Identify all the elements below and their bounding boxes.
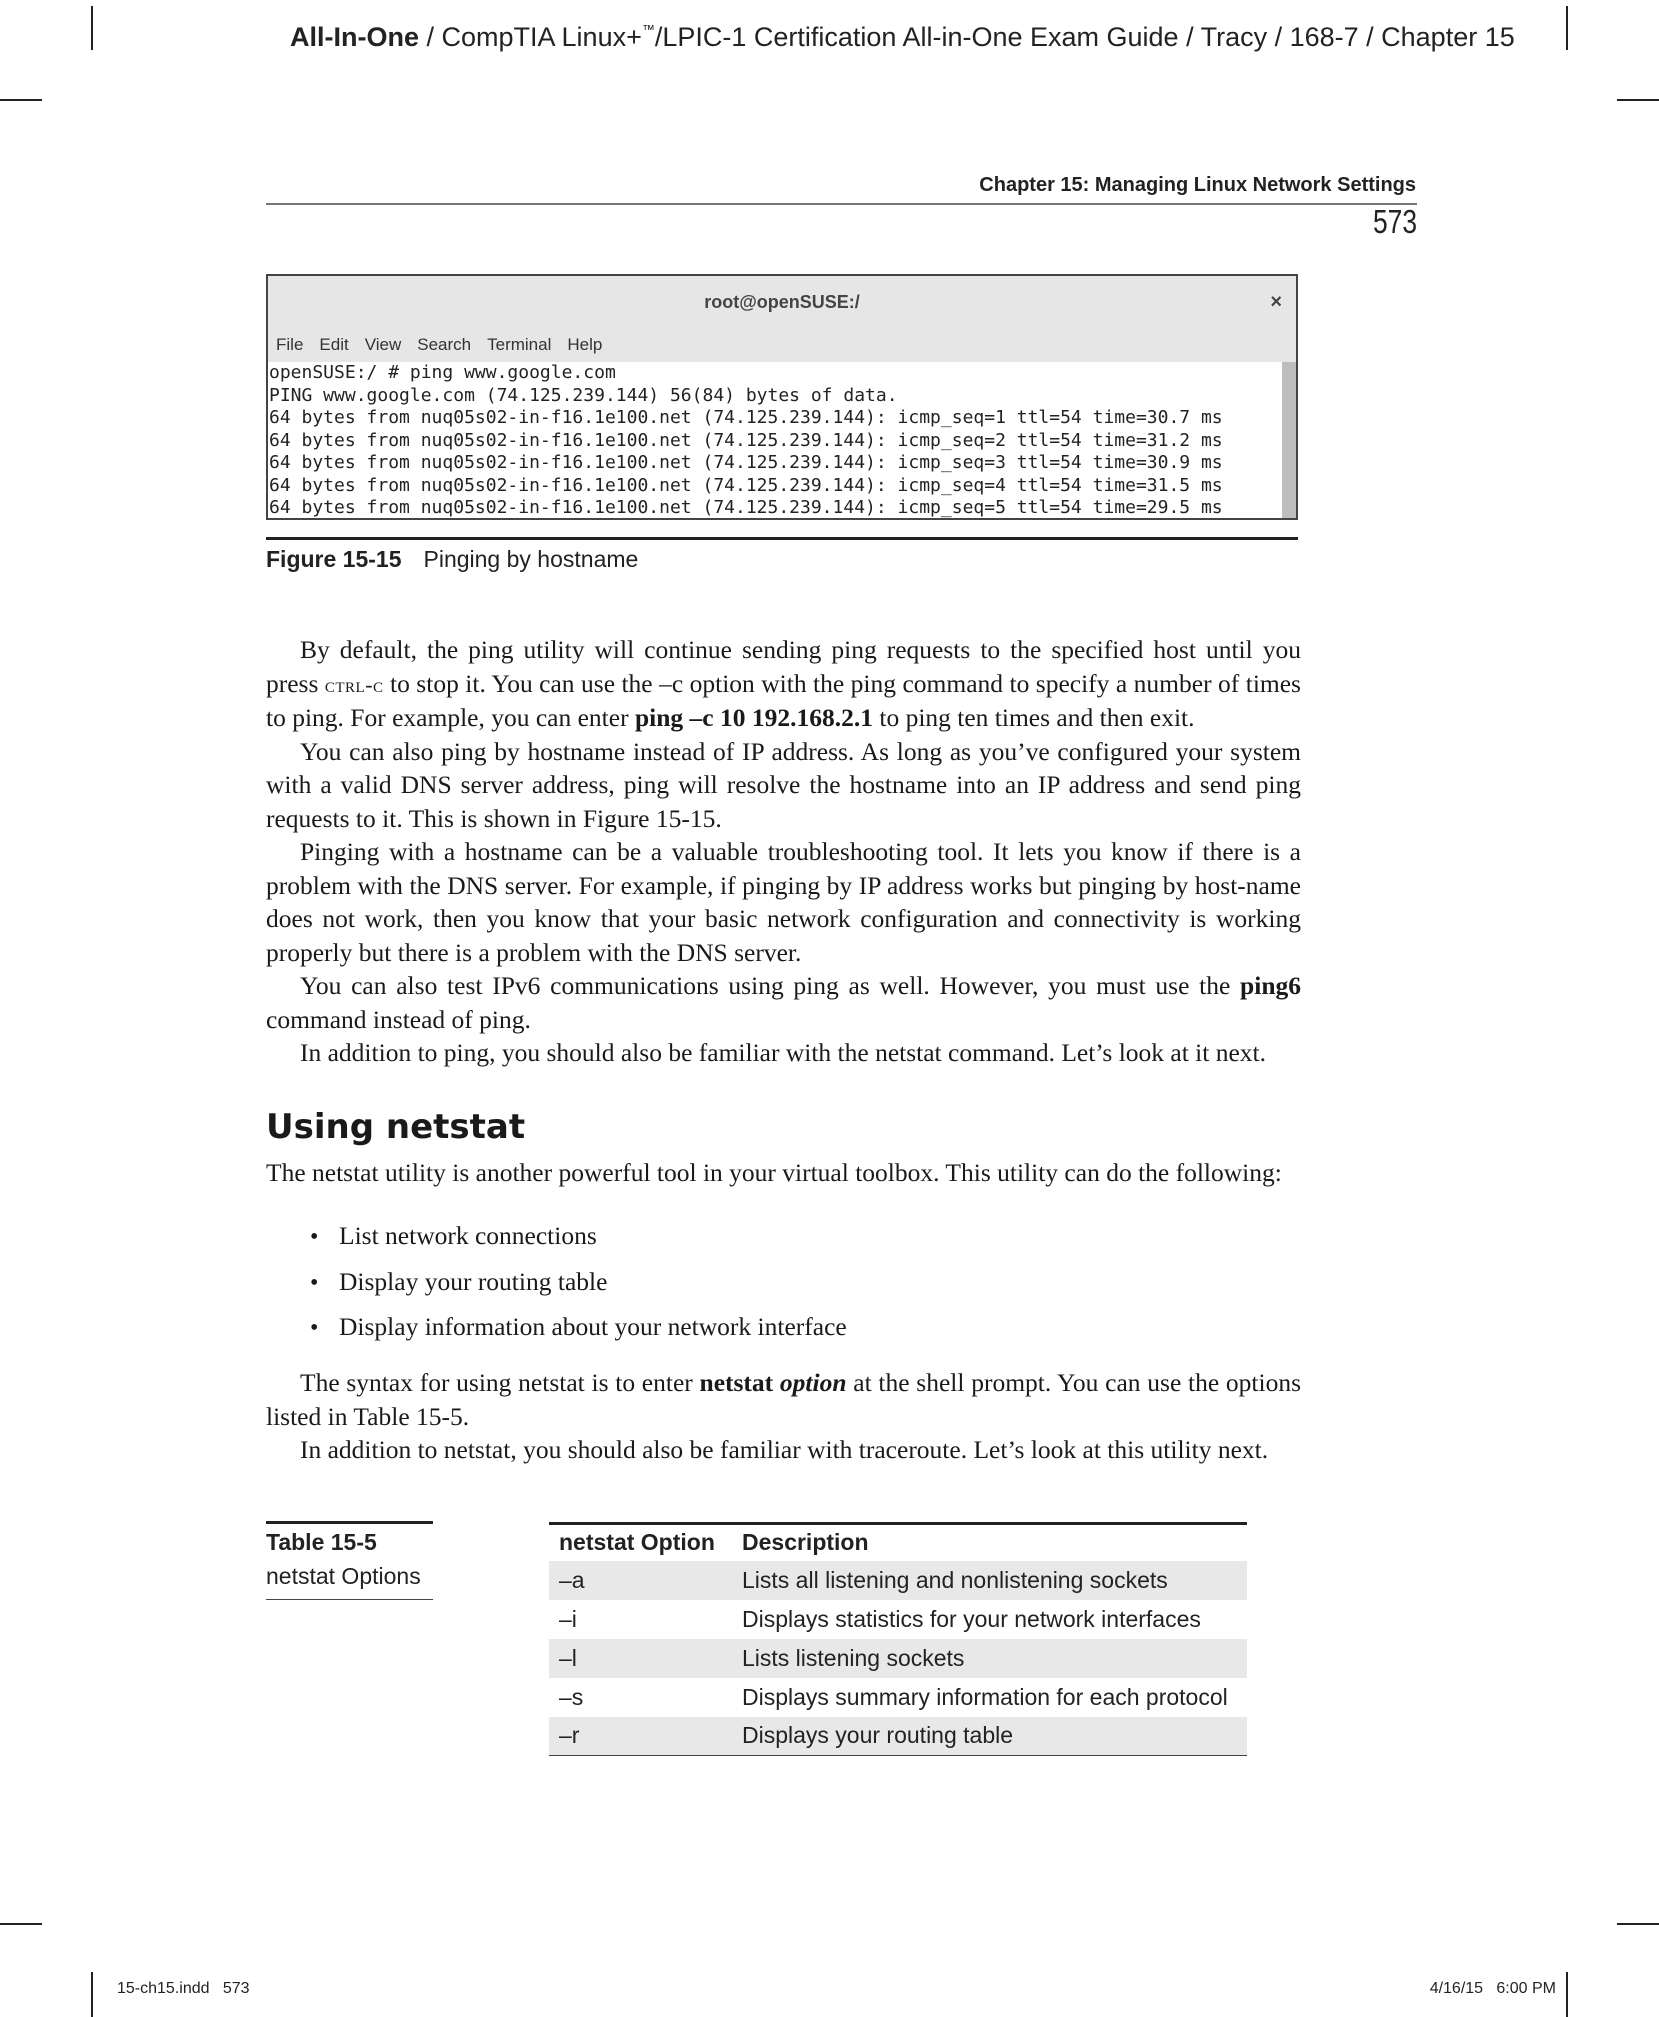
table-cell: –s: [559, 1683, 584, 1710]
crop-mark: [91, 6, 93, 50]
table-cell: Displays your routing table: [732, 1717, 1247, 1756]
text-run: The syntax for using netstat is to enter: [300, 1368, 700, 1397]
crop-mark: [1566, 6, 1568, 50]
paragraph: In addition to netstat, you should also be familiar with traceroute. Let’s look at this utility next.: [300, 1435, 1269, 1464]
terminal-output: [268, 362, 1278, 520]
text-run: to stop it. You can use the –c option with the ping command to specify a number of times to ping. For example, you can enter: [266, 668, 1301, 732]
paragraph: You can also ping by hostname instead of IP address. As long as you’ve configured your system with a valid DNS server address, ping will resolve the hostname into an IP address and send ping requests to it. This is shown in Figure 15-15.: [266, 736, 1301, 833]
menu-file: File: [276, 335, 304, 354]
running-head: Chapter 15: Managing Linux Network Settings: [979, 174, 1416, 196]
terminal-menubar: [268, 328, 1296, 362]
table-number: Table 15-5: [266, 1529, 377, 1555]
table-cell: –l: [549, 1639, 732, 1678]
table-row: [549, 1561, 1247, 1600]
crop-mark: [0, 1923, 42, 1925]
text-run: at the shell prompt. You can use the options listed in Table 15-5.: [266, 1368, 1301, 1431]
menu-help: Help: [567, 335, 603, 354]
column-header: Description: [732, 1524, 1247, 1561]
paragraph: Pinging with a hostname can be a valuable troubleshooting tool. It lets you know if there is a problem with the DNS server. For example, if pinging by IP address works but pinging by host-name does not work, then you know that your basic network configuration and connectivity is working properly but there is a problem with the DNS server.: [266, 837, 1301, 967]
body-text: [266, 1366, 1301, 1467]
table-cell: –i: [559, 1605, 577, 1632]
section-intro: The netstat utility is another powerful tool in your virtual toolbox. This utility can do the following:: [266, 1158, 1282, 1187]
terminal-line: 64 bytes from nuq05s02-in-f16.1e100.net (74.125.239.144): icmp_seq=4 ttl=54 time=31.5 ms: [269, 474, 1223, 496]
figure-rule: [266, 537, 1298, 540]
slug-title: / CompTIA Linux+: [419, 22, 642, 52]
trademark-mark: ™: [641, 22, 655, 37]
table-header-row: [549, 1524, 1247, 1561]
table-caption: netstat Options: [266, 1563, 421, 1589]
terminal-title: root@openSUSE:/: [704, 292, 860, 312]
slug-header: [290, 10, 1515, 52]
terminal-line: 64 bytes from nuq05s02-in-f16.1e100.net (74.125.239.144): icmp_seq=1 ttl=54 time=30.7 ms: [269, 407, 1223, 428]
table-label: [266, 1525, 421, 1593]
command-text: ping –c 10 192.168.2.1: [634, 703, 873, 732]
list-item: • List network connections: [310, 1214, 847, 1260]
paragraph: [266, 969, 1301, 1036]
table-row: [549, 1600, 1247, 1639]
terminal-line: 64 bytes from nuq05s02-in-f16.1e100.net (74.125.239.144): icmp_seq=2 ttl=54 time=31.2 ms: [269, 429, 1223, 451]
menu-terminal: Terminal: [487, 335, 552, 354]
command-option: option: [779, 1368, 847, 1397]
slug-title-rest: /LPIC-1 Certification All-in-One Exam Guide / Tracy / 168-7 / Chapter 15: [654, 22, 1515, 52]
table-label-rule: [266, 1521, 433, 1524]
command-text: ping6: [1240, 971, 1301, 1000]
table-cell: Displays statistics for your network interfaces: [742, 1605, 1201, 1632]
terminal-titlebar: [268, 276, 1296, 328]
figure-label: Figure 15-15: [266, 546, 402, 572]
crop-mark: [0, 99, 42, 101]
terminal-line: PING www.google.com (74.125.239.144) 56(84) bytes of data.: [269, 384, 898, 406]
list-item: • Display your routing table: [310, 1260, 847, 1306]
crop-mark: [1566, 1972, 1568, 2017]
table-row: [549, 1639, 1247, 1678]
table-cell: Lists all listening and nonlistening sockets: [732, 1561, 1247, 1600]
column-header: netstat Option: [549, 1524, 732, 1561]
table-row: [549, 1678, 1247, 1717]
crop-mark: [1617, 99, 1659, 101]
slug-brand: All-In-One: [290, 22, 419, 52]
key-name: ctrl-c: [324, 671, 384, 697]
body-text: [266, 633, 1301, 1070]
text-run: You can also test IPv6 communications using ping as well. However, you must use the: [300, 971, 1241, 1000]
paragraph: In addition to ping, you should also be familiar with the netstat command. Let’s look at it next.: [300, 1038, 1266, 1067]
figure-caption: [266, 546, 638, 573]
menu-search: Search: [417, 335, 472, 354]
section-heading: Using netstat: [266, 1107, 526, 1147]
table-row: [549, 1717, 1247, 1756]
page-number: 573: [1372, 203, 1417, 240]
netstat-options-table: [549, 1522, 1247, 1756]
paragraph: [266, 1366, 1301, 1433]
footer-timestamp: 4/16/15 6:00 PM: [1429, 1980, 1556, 1997]
menu-view: View: [364, 335, 402, 354]
bullet-list: [310, 1214, 847, 1351]
command-text: netstat: [699, 1368, 774, 1397]
terminal-scrollbar: [1282, 362, 1296, 520]
table-cell: Displays summary information for each protocol: [742, 1683, 1228, 1710]
menu-edit: Edit: [319, 335, 349, 354]
list-item: • Display information about your network interface: [310, 1305, 847, 1351]
head-rule: [266, 203, 1417, 205]
text-run: command instead of ping.: [266, 1004, 531, 1034]
paragraph: [266, 633, 1301, 735]
text-run: By default, the ping utility will continue sending ping requests to the specified host until you press: [266, 635, 1301, 698]
table-cell: –r: [549, 1717, 732, 1756]
terminal-line: 64 bytes from nuq05s02-in-f16.1e100.net (74.125.239.144): icmp_seq=5 ttl=54 time=29.5 ms: [269, 497, 1223, 518]
crop-mark: [91, 1972, 93, 2017]
table-label-rule: [266, 1599, 433, 1600]
terminal-screenshot: [266, 274, 1298, 520]
table-cell: –a: [549, 1561, 732, 1600]
close-icon: ×: [1270, 291, 1282, 313]
text-run: to ping ten times and then exit.: [872, 703, 1195, 732]
table-cell: Lists listening sockets: [732, 1639, 1247, 1678]
footer-file-info: 15-ch15.indd 573: [117, 1980, 250, 1997]
terminal-line: 64 bytes from nuq05s02-in-f16.1e100.net (74.125.239.144): icmp_seq=3 ttl=54 time=30.9 ms: [269, 452, 1223, 473]
figure-caption-text: Pinging by hostname: [423, 546, 639, 572]
crop-mark: [1617, 1923, 1659, 1925]
terminal-line: openSUSE:/ # ping www.google.com: [269, 362, 616, 383]
